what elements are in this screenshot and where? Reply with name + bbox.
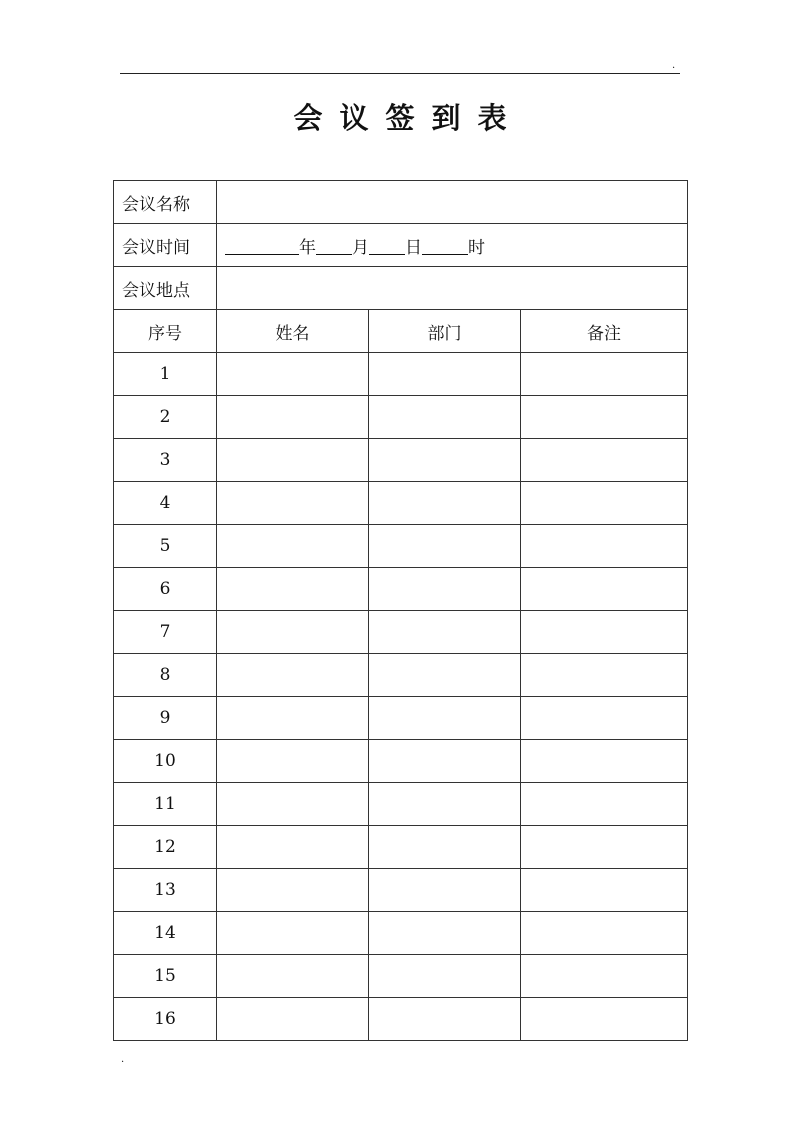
- meeting-time-field[interactable]: [217, 224, 688, 267]
- row-name-cell[interactable]: [217, 396, 369, 439]
- row-remarks-cell[interactable]: [521, 353, 688, 396]
- row-department-cell[interactable]: [369, 353, 521, 396]
- col-header-number: 序号: [114, 310, 217, 353]
- meeting-time-label: 会议时间: [114, 224, 217, 267]
- row-remarks-cell[interactable]: [521, 654, 688, 697]
- table-row: [114, 654, 688, 697]
- row-number: 15: [114, 955, 217, 998]
- row-name-cell[interactable]: [217, 740, 369, 783]
- row-department-cell[interactable]: [369, 740, 521, 783]
- row-number: 5: [114, 525, 217, 568]
- row-name-cell[interactable]: [217, 611, 369, 654]
- row-number: 11: [114, 783, 217, 826]
- row-department-cell[interactable]: [369, 826, 521, 869]
- row-name-cell[interactable]: [217, 998, 369, 1041]
- row-department-cell[interactable]: [369, 525, 521, 568]
- sign-in-table: [113, 180, 688, 1041]
- table-row: [114, 353, 688, 396]
- table-row: [114, 697, 688, 740]
- row-remarks-cell[interactable]: [521, 998, 688, 1041]
- table-row: [114, 740, 688, 783]
- row-department-cell[interactable]: [369, 439, 521, 482]
- meeting-name-row: [114, 181, 688, 224]
- col-header-name: 姓名: [217, 310, 369, 353]
- row-name-cell[interactable]: [217, 482, 369, 525]
- year-blank[interactable]: [225, 238, 299, 255]
- row-remarks-cell[interactable]: [521, 482, 688, 525]
- row-number: 13: [114, 869, 217, 912]
- col-header-remarks: 备注: [521, 310, 688, 353]
- row-number: 9: [114, 697, 217, 740]
- column-header-row: [114, 310, 688, 353]
- row-remarks-cell[interactable]: [521, 955, 688, 998]
- row-number: 14: [114, 912, 217, 955]
- table-row: [114, 439, 688, 482]
- meeting-name-label: 会议名称: [114, 181, 217, 224]
- row-name-cell[interactable]: [217, 955, 369, 998]
- row-remarks-cell[interactable]: [521, 439, 688, 482]
- meeting-location-field[interactable]: [217, 267, 688, 310]
- table-row: [114, 912, 688, 955]
- table-row: [114, 826, 688, 869]
- row-number: 16: [114, 998, 217, 1041]
- row-remarks-cell[interactable]: [521, 869, 688, 912]
- table-row: [114, 869, 688, 912]
- footer-dot: .: [121, 1054, 125, 1065]
- meeting-location-row: [114, 267, 688, 310]
- row-remarks-cell[interactable]: [521, 697, 688, 740]
- page-title: 会议签到表: [293, 101, 524, 135]
- row-department-cell[interactable]: [369, 482, 521, 525]
- header-rule: [120, 73, 680, 74]
- row-name-cell[interactable]: [217, 869, 369, 912]
- meeting-time-row: [114, 224, 688, 267]
- row-remarks-cell[interactable]: [521, 740, 688, 783]
- row-department-cell[interactable]: [369, 654, 521, 697]
- row-department-cell[interactable]: [369, 955, 521, 998]
- meeting-name-field[interactable]: [217, 181, 688, 224]
- row-name-cell[interactable]: [217, 439, 369, 482]
- row-department-cell[interactable]: [369, 697, 521, 740]
- month-unit: 月: [352, 237, 369, 258]
- row-department-cell[interactable]: [369, 912, 521, 955]
- table-row: [114, 611, 688, 654]
- col-header-department: 部门: [369, 310, 521, 353]
- table-row: [114, 396, 688, 439]
- row-remarks-cell[interactable]: [521, 396, 688, 439]
- row-remarks-cell[interactable]: [521, 826, 688, 869]
- row-number: 10: [114, 740, 217, 783]
- row-name-cell[interactable]: [217, 826, 369, 869]
- table-row: [114, 482, 688, 525]
- row-name-cell[interactable]: [217, 912, 369, 955]
- row-number: 3: [114, 439, 217, 482]
- day-blank[interactable]: [369, 238, 405, 255]
- row-number: 7: [114, 611, 217, 654]
- row-number: 8: [114, 654, 217, 697]
- year-unit: 年: [299, 237, 316, 258]
- row-department-cell[interactable]: [369, 568, 521, 611]
- row-department-cell[interactable]: [369, 611, 521, 654]
- row-number: 6: [114, 568, 217, 611]
- row-name-cell[interactable]: [217, 654, 369, 697]
- row-name-cell[interactable]: [217, 353, 369, 396]
- row-name-cell[interactable]: [217, 697, 369, 740]
- table-row: [114, 998, 688, 1041]
- row-number: 1: [114, 353, 217, 396]
- row-name-cell[interactable]: [217, 783, 369, 826]
- row-department-cell[interactable]: [369, 783, 521, 826]
- row-number: 12: [114, 826, 217, 869]
- hour-blank[interactable]: [422, 238, 468, 255]
- row-remarks-cell[interactable]: [521, 783, 688, 826]
- hour-unit: 时: [468, 237, 485, 258]
- row-department-cell[interactable]: [369, 396, 521, 439]
- header-dot: .: [672, 60, 676, 71]
- table-row: [114, 783, 688, 826]
- table-row: [114, 568, 688, 611]
- row-number: 4: [114, 482, 217, 525]
- row-number: 2: [114, 396, 217, 439]
- row-remarks-cell[interactable]: [521, 912, 688, 955]
- meeting-location-label: 会议地点: [114, 267, 217, 310]
- row-remarks-cell[interactable]: [521, 611, 688, 654]
- table-row: [114, 955, 688, 998]
- row-remarks-cell[interactable]: [521, 525, 688, 568]
- row-remarks-cell[interactable]: [521, 568, 688, 611]
- row-department-cell[interactable]: [369, 869, 521, 912]
- row-name-cell[interactable]: [217, 525, 369, 568]
- month-blank[interactable]: [316, 238, 352, 255]
- table-row: [114, 525, 688, 568]
- day-unit: 日: [405, 237, 422, 258]
- row-department-cell[interactable]: [369, 998, 521, 1041]
- row-name-cell[interactable]: [217, 568, 369, 611]
